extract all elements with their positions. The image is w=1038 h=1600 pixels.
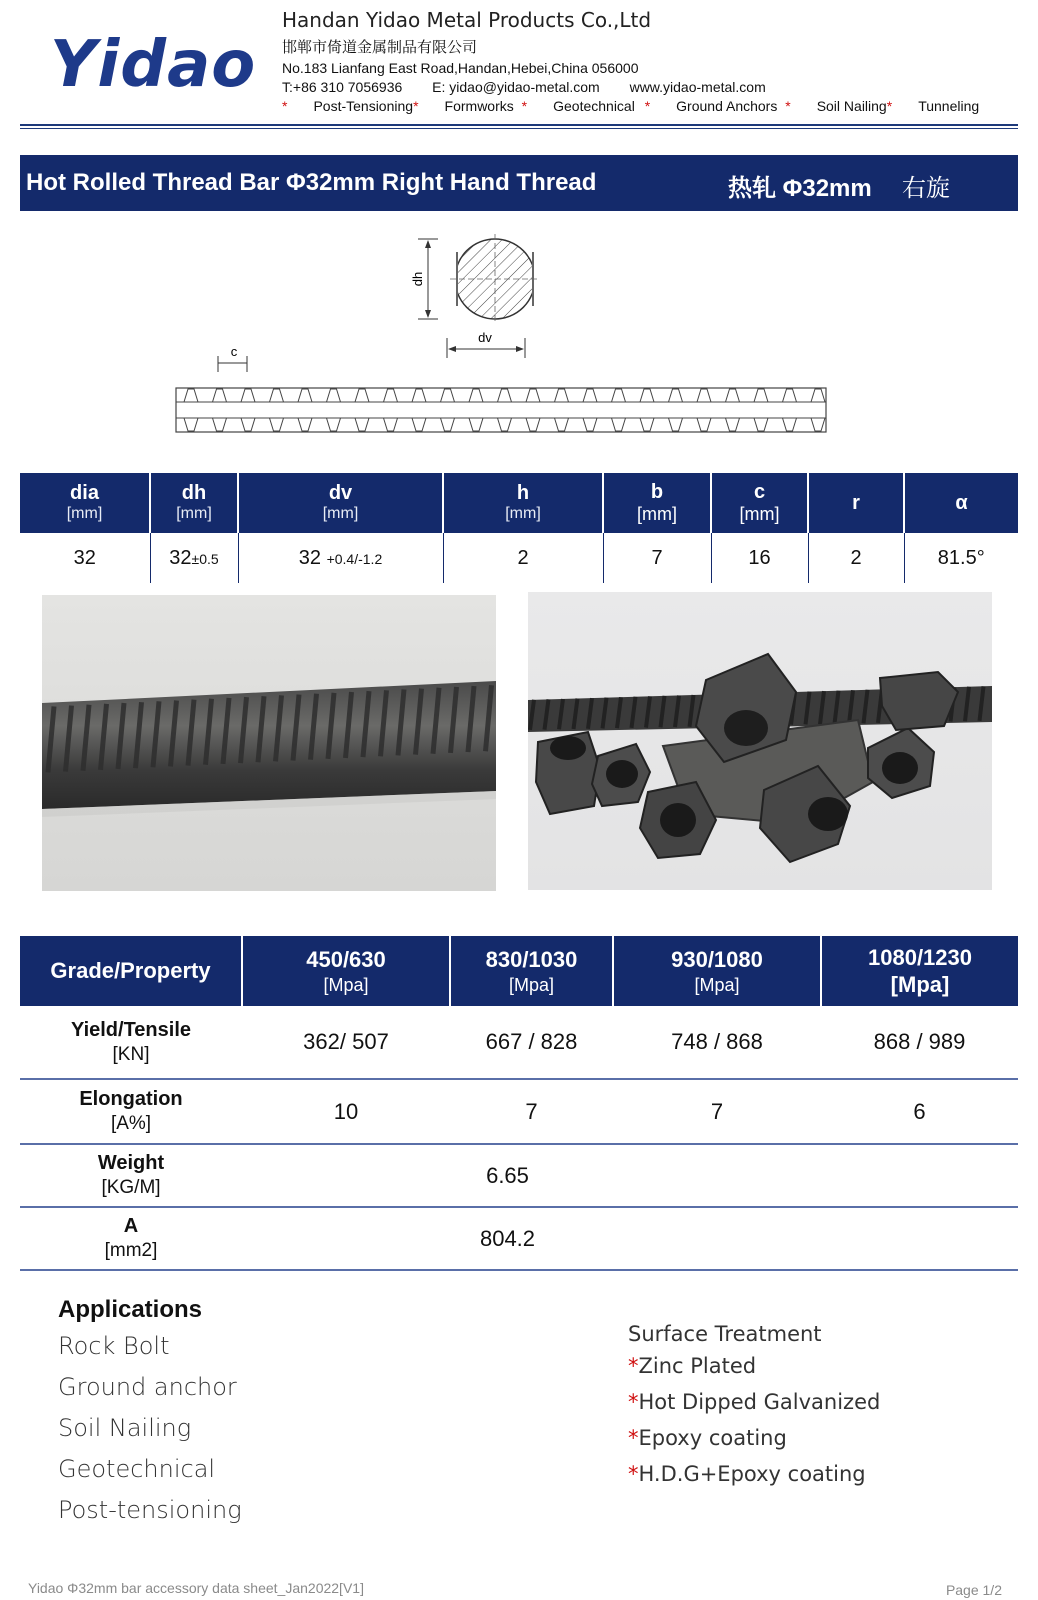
dimension-header: c [mm] bbox=[711, 473, 808, 533]
application-item: Geotechnical bbox=[58, 1455, 216, 1483]
grade-cell: 868 / 989 bbox=[821, 1006, 1018, 1079]
c-label: c bbox=[230, 344, 238, 359]
footer-page-number: Page 1/2 bbox=[945, 1582, 1002, 1598]
area-value: 804.2 bbox=[242, 1207, 613, 1270]
dv-label: dv bbox=[478, 330, 492, 345]
weight-row bbox=[20, 1144, 1018, 1207]
dimension-header: α bbox=[904, 473, 1018, 533]
b-value: 7 bbox=[603, 533, 711, 583]
application-item: Rock Bolt bbox=[58, 1332, 170, 1360]
application-item: Post-tensioning bbox=[58, 1496, 242, 1524]
yield-tensile-row bbox=[20, 1006, 1018, 1079]
grade-header: 930/1080 [Mpa] bbox=[613, 936, 821, 1006]
alpha-value: 81.5° bbox=[937, 546, 985, 569]
row-label: Elongation [A%] bbox=[20, 1079, 242, 1144]
cross-section bbox=[450, 234, 540, 324]
title-cn-thread: 右旋 bbox=[902, 175, 950, 202]
service-item: Formworks bbox=[444, 98, 514, 114]
footer-doc-id: Yidao Φ32mm bar accessory data sheet_Jan2022[V1] bbox=[28, 1580, 364, 1596]
services-line: * Post-Tensioning* Formworks * Geotechnical * Ground Anchors * Soil Nailing* Tunneling bbox=[282, 98, 980, 114]
company-name-cn: 邯郸市倚道金属制品有限公司 bbox=[282, 39, 478, 56]
application-item: Ground anchor bbox=[58, 1373, 237, 1401]
grade-header: 1080/1230 [Mpa] bbox=[821, 936, 1018, 1006]
contact-line bbox=[282, 79, 942, 95]
service-item: Geotechnical bbox=[553, 98, 635, 114]
accessories-photo bbox=[528, 592, 992, 890]
grade-header: 450/630 [Mpa] bbox=[242, 936, 450, 1006]
application-item: Soil Nailing bbox=[58, 1414, 192, 1442]
dia-value: 32 bbox=[20, 533, 150, 583]
grade-property-table bbox=[20, 936, 1018, 1271]
dimension-header: r bbox=[808, 473, 904, 533]
company-info bbox=[282, 6, 980, 114]
area-row bbox=[20, 1207, 1018, 1270]
dimension-value-row bbox=[20, 533, 1018, 583]
title-en: Hot Rolled Thread Bar Φ32mm Right Hand Thread bbox=[26, 169, 597, 196]
c-value: 16 bbox=[711, 533, 808, 583]
dimension-header: dh [mm] bbox=[150, 473, 238, 533]
surface-treatment-section bbox=[628, 1322, 880, 1498]
service-item: Ground Anchors bbox=[676, 98, 778, 114]
elongation-row bbox=[20, 1079, 1018, 1144]
weight-value: 6.65 bbox=[242, 1144, 613, 1207]
dh-value: 32±0.5 bbox=[150, 533, 238, 583]
dh-label: dh bbox=[410, 271, 425, 287]
surface-item: *Zinc Plated bbox=[628, 1354, 757, 1378]
dimension-header: dia [mm] bbox=[20, 473, 150, 533]
grade-cell: 362/ 507 bbox=[242, 1006, 450, 1079]
grade-cell: 748 / 868 bbox=[613, 1006, 821, 1079]
grade-cell: 667 / 828 bbox=[450, 1006, 613, 1079]
grade-cell: 10 bbox=[242, 1079, 450, 1144]
row-label: Yield/Tensile [KN] bbox=[20, 1006, 242, 1079]
service-item: Tunneling bbox=[918, 98, 980, 114]
service-item: Post-Tensioning bbox=[313, 98, 414, 114]
surface-item: *Hot Dipped Galvanized bbox=[628, 1390, 881, 1414]
row-label: Weight [KG/M] bbox=[20, 1144, 242, 1207]
surface-item: *Epoxy coating bbox=[628, 1426, 787, 1450]
applications-section bbox=[58, 1296, 242, 1537]
company-logo: Yidao bbox=[50, 28, 257, 102]
grade-corner-header: Grade/Property bbox=[20, 936, 242, 1006]
dimension-table bbox=[20, 473, 1018, 583]
c-dimension bbox=[218, 344, 247, 372]
title-band bbox=[20, 155, 1018, 211]
surface-item: *H.D.G+Epoxy coating bbox=[628, 1462, 866, 1486]
dimension-header: h [mm] bbox=[443, 473, 603, 533]
company-website: www.yidao-metal.com bbox=[629, 79, 766, 95]
company-phone: T:+86 310 7056936 bbox=[282, 79, 403, 95]
dimension-header: dv [mm] bbox=[238, 473, 443, 533]
company-email: E: yidao@yidao-metal.com bbox=[432, 79, 600, 95]
service-item: Soil Nailing bbox=[816, 98, 887, 114]
surface-heading: Surface Treatment bbox=[628, 1322, 822, 1346]
thread-bar-photo bbox=[42, 595, 496, 891]
dv-value: 32 +0.4/-1.2 bbox=[238, 533, 443, 583]
header-divider bbox=[20, 124, 1018, 129]
company-address: No.183 Lianfang East Road,Handan,Hebei,China 056000 bbox=[282, 60, 639, 76]
company-name: Handan Yidao Metal Products Co.,Ltd bbox=[282, 8, 652, 32]
title-cn: 热轧 Φ32mm bbox=[728, 175, 872, 202]
dh-dimension bbox=[410, 239, 438, 319]
grade-cell: 7 bbox=[613, 1079, 821, 1144]
r-value: 2 bbox=[808, 533, 904, 583]
h-value: 2 bbox=[443, 533, 603, 583]
grade-cell: 6 bbox=[821, 1079, 1018, 1144]
grade-cell: 7 bbox=[450, 1079, 613, 1144]
row-label: A [mm2] bbox=[20, 1207, 242, 1270]
applications-heading: Applications bbox=[58, 1296, 203, 1323]
bar-side-view bbox=[176, 388, 826, 432]
grade-header: 830/1030 [Mpa] bbox=[450, 936, 613, 1006]
dimension-header-row bbox=[20, 473, 1018, 533]
grade-header-row bbox=[20, 936, 1018, 1006]
dimension-header: b [mm] bbox=[603, 473, 711, 533]
thread-bar-drawing bbox=[170, 232, 850, 452]
dv-dimension bbox=[447, 330, 525, 358]
